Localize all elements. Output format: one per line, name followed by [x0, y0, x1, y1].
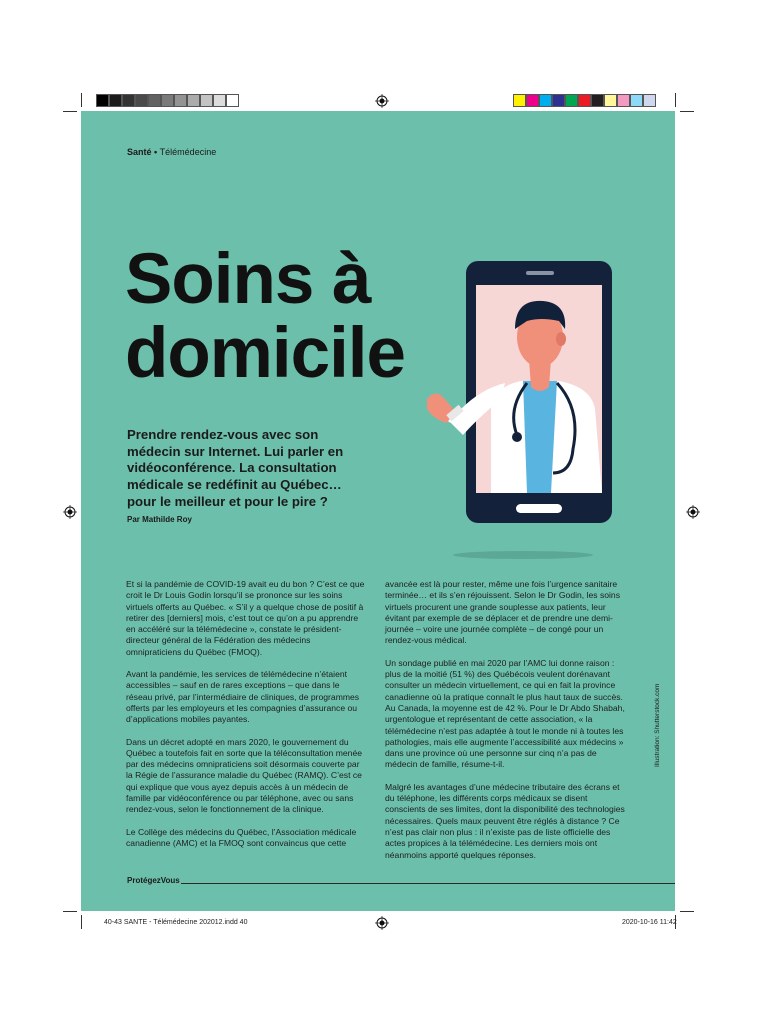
paragraph: Dans un décret adopté en mars 2020, le gouvernement du Québec a toutefois fait en sorte que la téléconsultation menée par des médecins omnipraticiens soit désormais couverte par la Régie de l’assurance maladie du Québec (RAMQ). C’est ce qui explique que vous ayez depuis accès à un médecin de famille par vidéoconférence ou par téléphone, avec ou sans rendez-vous, selon le fonctionnement de la clinique.	[126, 736, 363, 815]
paragraph: Et si la pandémie de COVID-19 avait eu du bon ? C’est ce que croit le Dr Louis Godin lorsqu’il se prononce sur les soins virtuels offerts au Québec. « S’il y a quelque chose de positif à retirer des [derniers] mois, c’est tout ce qu’on a pu apprendre en accéléré sur la télémédecine », constate le président-directeur général de la Fédération des médecins omnipraticiens du Québec (FMOQ).	[126, 579, 365, 657]
title-line-1: Soins à	[125, 240, 371, 319]
registration-mark-icon	[63, 505, 77, 519]
magazine-page	[81, 111, 675, 911]
article-lede: Prendre rendez-vous avec son médecin sur Internet. Lui parler en vidéoconférence. La consultation médicale se redéfinit au Québec… pour le meilleur et pour le pire ?	[127, 427, 344, 509]
grayscale-color-bar	[96, 94, 239, 107]
phone-shadow	[453, 551, 593, 559]
section-header	[127, 147, 216, 157]
footer-brand: ProtégezVous	[127, 876, 180, 885]
crop-mark	[81, 915, 82, 929]
registration-mark-icon	[375, 916, 389, 930]
doctor-ear-icon	[556, 332, 566, 346]
paragraph: Un sondage publié en mai 2020 par l’AMC lui donne raison : plus de la moitié (51 %) des Québécois veulent dorénavant consulter un médecin virtuellement, ce qui en fait la province canadienne où la pratique connaît le plus haut taux de succès. Au Canada, la moyenne est de 42 %. Pour le Dr Abdo Shabah, urgentologue et représentant de cette association, « la télémédecine n’est pas adaptée à tout le monde ni à toutes les pathologies, mais elle augmente l’accessibilité aux médecins » dans une province où une personne sur cinq n’a pas de médecin de famille, résume-t-il.	[385, 657, 625, 770]
crop-mark	[680, 111, 694, 112]
crop-mark	[63, 911, 77, 912]
print-slug-file: 40-43 SANTE - Télémédecine 202012.indd 40	[104, 919, 248, 926]
crop-mark	[63, 111, 77, 112]
stethoscope-chestpiece	[512, 432, 522, 442]
title-line-2: domicile	[125, 314, 406, 393]
crop-mark	[81, 93, 82, 107]
doctor-in-smartphone-illustration	[381, 259, 621, 569]
paragraph: Avant la pandémie, les services de télémédecine n’étaient accessibles – sauf en de rares exceptions – que dans le réseau privé, par l’intermédiaire de cliniques, de programmes offerts par les employeurs et les compagnies d’assurance ou d’applications mobiles payantes.	[126, 669, 360, 725]
crop-mark	[680, 911, 694, 912]
article-column-1	[126, 579, 366, 860]
footer-rule	[181, 883, 675, 884]
phone-speaker	[526, 271, 554, 275]
paragraph: avancée est là pour rester, même une fois l’urgence sanitaire terminée… et ils s’en réjouissent. Selon le Dr Godin, les soins virtuels procurent une grande souplesse aux patients, leur évitant par exemple de se déplacer et de prendre une demi-journée – voire une journée complète – de congé pour un rendez-vous médical.	[385, 579, 621, 646]
article-column-2	[385, 579, 625, 872]
subsection-label: Télémédecine	[159, 147, 217, 157]
registration-mark-icon	[686, 505, 700, 519]
section-separator: •	[151, 147, 160, 157]
paragraph: Malgré les avantages d’une médecine tributaire des écrans et du téléphone, les différents corps médicaux se disent conscients de ses limites, dont la disponibilité des technologies nécessaires. Quels maux peuvent être réglés à distance ? Ce n’est pas clair non plus : il n’existe pas de liste officielle des actes propices à la télémédecine. Les derniers mois ont néanmoins apporté quelques réponses.	[385, 781, 625, 860]
registration-mark-icon	[375, 94, 389, 108]
crop-mark	[675, 93, 676, 107]
paragraph: Le Collège des médecins du Québec, l’Association médicale canadienne (AMC) et la FMOQ sont convaincus que cette	[126, 826, 357, 848]
phone-home-button	[516, 504, 562, 513]
byline: Par Mathilde Roy	[127, 515, 192, 524]
section-label: Santé	[127, 147, 152, 157]
illustration-credit: Illustration: Shutterstock.com	[654, 683, 661, 767]
cmyk-color-bar	[513, 94, 656, 107]
article-title	[125, 240, 406, 393]
print-slug-datetime: 2020-10-16 11:42	[622, 919, 677, 926]
